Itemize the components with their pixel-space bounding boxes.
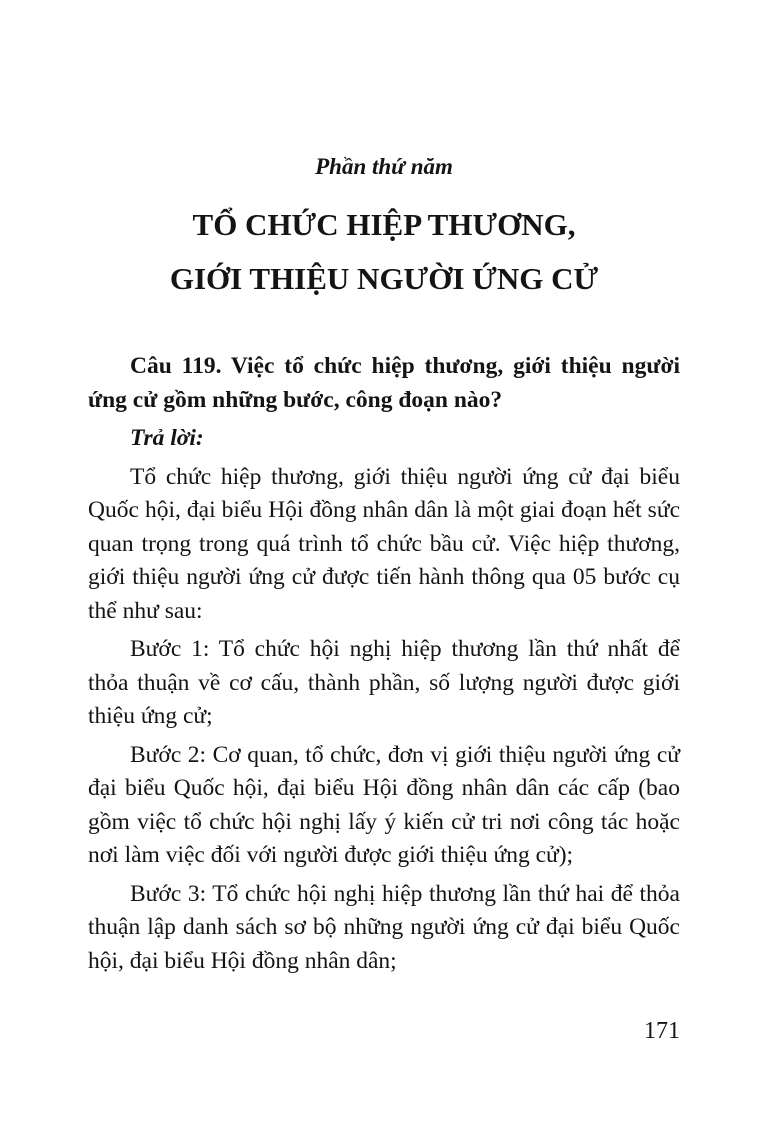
- part-label: Phần thứ năm: [315, 154, 453, 179]
- part-title: [88, 198, 680, 306]
- question-heading: Câu 119. Việc tổ chức hiệp thương, giới thiệu người ứng cử gồm những bước, công đoạn nào?: [88, 353, 680, 413]
- part-title-line-2: GIỚI THIỆU NGƯỜI ỨNG CỬ: [169, 261, 599, 296]
- paragraph-step-2: Bước 2: Cơ quan, tổ chức, đơn vị giới thiệu người ứng cử đại biểu Quốc hội, đại biểu Hội đồng nhân dân các cấp (bao gồm việc tổ chức hội nghị lấy ý kiến cử tri nơi công tác hoặc nơi làm việc đối với người được giới thiệu ứng cử);: [88, 741, 680, 868]
- page-content: [88, 350, 680, 983]
- answer-label: Trả lời:: [130, 425, 204, 451]
- paragraph-intro: Tổ chức hiệp thương, giới thiệu người ứng cử đại biểu Quốc hội, đại biểu Hội đồng nhân dân là một giai đoạn hết sức quan trọng trong quá trình tổ chức bầu cử. Việc hiệp thương, giới thiệu người ứng cử được tiến hành thông qua 05 bước cụ thể như sau:: [88, 463, 680, 624]
- book-page: [88, 0, 680, 1123]
- page-number: 171: [644, 1018, 680, 1044]
- part-title-line-1: TỔ CHỨC HIỆP THƯƠNG,: [192, 207, 576, 242]
- paragraph-step-1: Bước 1: Tổ chức hội nghị hiệp thương lần thứ nhất để thỏa thuận về cơ cấu, thành phần, số lượng người được giới thiệu ứng cử;: [88, 636, 680, 729]
- paragraph-step-3: Bước 3: Tổ chức hội nghị hiệp thương lần thứ hai để thỏa thuận lập danh sách sơ bộ những người ứng cử đại biểu Quốc hội, đại biểu Hội đồng nhân dân;: [88, 880, 680, 974]
